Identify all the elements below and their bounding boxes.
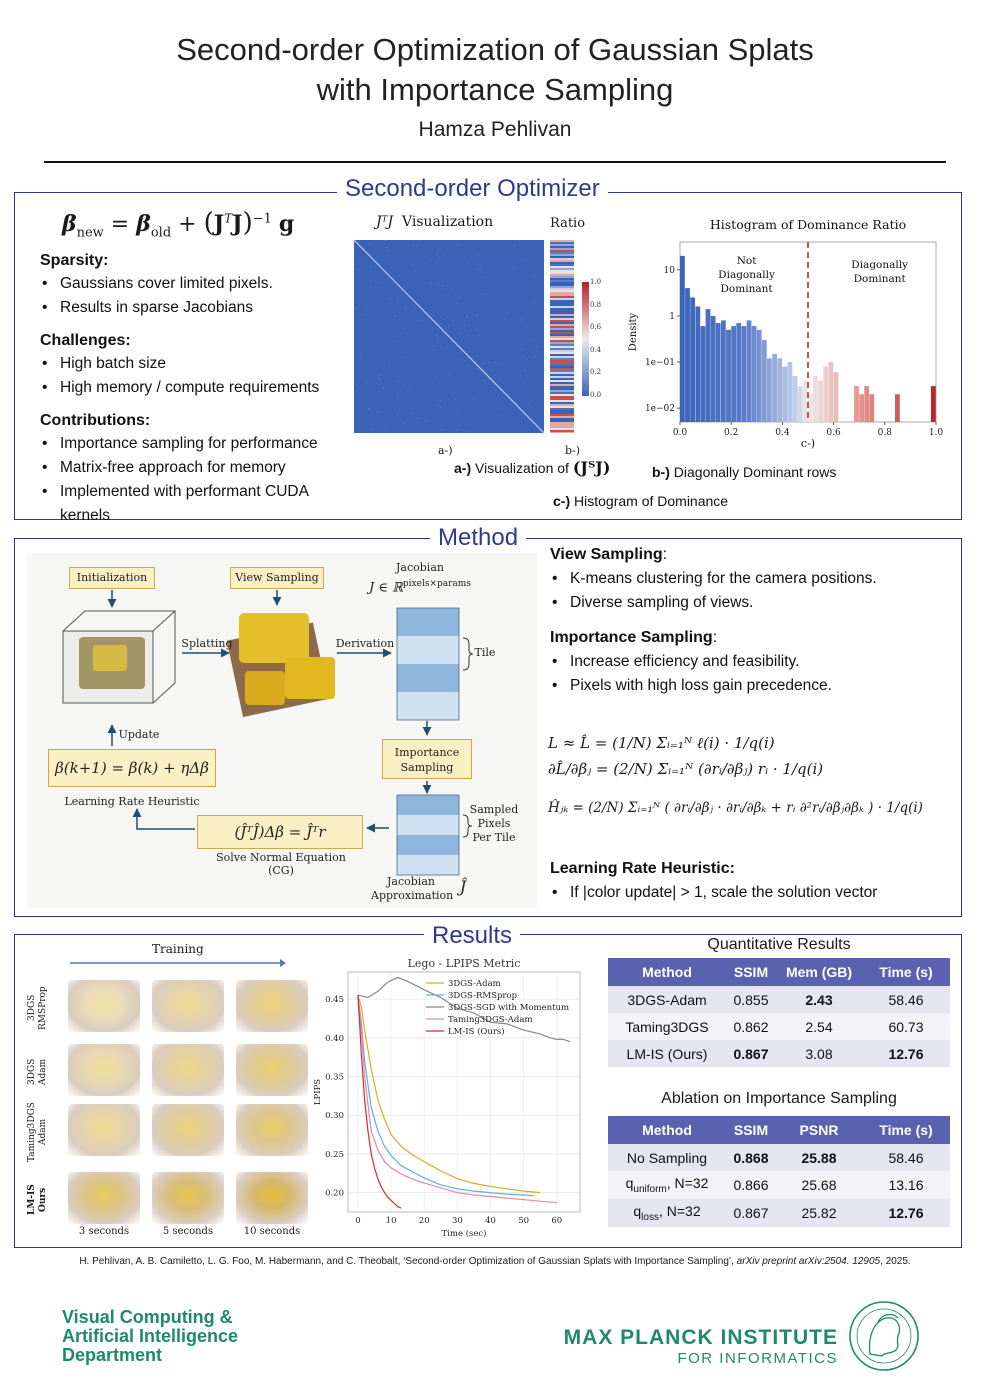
- histogram-bar: [895, 394, 900, 422]
- citation: H. Pehlivan, A. B. Camiletto, L. G. Foo, M. Habermann, and C. Theobalt, ‘Second-order Optimization of Gaussian Splats with Importance Sampling’, arXiv preprint arXiv:2504. 12905, 2025.: [79, 1256, 911, 1267]
- legend-label: LM-IS (Ours): [448, 1027, 505, 1037]
- jtj-matrix-image: [354, 240, 544, 433]
- table-cell: 0.866: [726, 1171, 776, 1199]
- table-row: [608, 1013, 950, 1040]
- table-row: [608, 1040, 950, 1067]
- method-flowchart: [27, 553, 537, 908]
- colorbar-tick: 0.2: [590, 368, 602, 377]
- method-section-title: Method: [430, 524, 526, 552]
- ablation-title: Ablation on Importance Sampling: [661, 1090, 897, 1107]
- list-item: • Results in sparse Jacobians: [40, 296, 360, 320]
- histogram-bar: [716, 323, 721, 422]
- row-label-line: 3DGS: [27, 1058, 37, 1086]
- table-cell: 0.855: [726, 986, 776, 1013]
- annotation-dominant: Diagonally: [851, 259, 909, 271]
- table-row: [608, 1171, 950, 1199]
- x-tick-label: 40: [485, 1216, 496, 1226]
- histogram-bar: [854, 386, 859, 422]
- histogram-bar: [818, 380, 823, 422]
- y-tick-label: 0.40: [325, 1033, 344, 1044]
- histogram-bar: [782, 367, 787, 423]
- training-thumbnail: [68, 1044, 140, 1096]
- histogram-bar: [767, 358, 772, 422]
- histogram-bar: [721, 320, 726, 422]
- quant-title: Quantitative Results: [707, 936, 851, 953]
- lr-heading: Learning Rate Heuristic:: [550, 860, 735, 877]
- list-item: • If |color update| > 1, scale the solution vector: [550, 881, 950, 905]
- table-cell: 58.46: [862, 1144, 950, 1171]
- histogram-bar: [752, 326, 757, 422]
- colorbar: [582, 282, 618, 398]
- update-label: Update: [118, 728, 160, 741]
- histogram-bar: [701, 326, 706, 422]
- training-thumbnail: [236, 1172, 308, 1224]
- ratio-label: Ratio: [550, 216, 586, 231]
- equation-loss: L ≈ L̂ = (1/N) Σᵢ₌₁ᴺ ℓ(i) · 1/q(i): [548, 734, 775, 752]
- annotation-not-dominant: Diagonally: [718, 269, 775, 281]
- histogram-bar: [829, 362, 834, 422]
- normal-equation-box: (ĴᵀĴ)Δβ = Ĵᵀr: [197, 815, 363, 849]
- training-thumbnail: [152, 1104, 224, 1156]
- histogram-bar: [869, 394, 874, 422]
- row-label-line: Adam: [38, 1118, 48, 1146]
- challenges-list: [40, 352, 360, 400]
- caption-c: c-) Histogram of Dominance: [553, 493, 729, 509]
- y-tick-label: 0.30: [325, 1111, 344, 1122]
- list-item: • Pixels with high loss gain precedence.: [550, 674, 950, 698]
- list-item: • Importance sampling for performance: [40, 432, 360, 456]
- header-divider: [44, 161, 946, 163]
- jacobian-approx-label: Jacobian Approximation: [371, 875, 454, 902]
- y-axis-label: Density: [628, 312, 639, 352]
- training-thumbnail: [236, 1044, 308, 1096]
- importance-sampling-box: Importance Sampling: [382, 739, 472, 779]
- x-tick-label: 60: [551, 1216, 563, 1226]
- table-header-row: [608, 958, 950, 986]
- x-tick-label: 50: [518, 1216, 530, 1226]
- subfig-c-label: c-): [800, 437, 816, 450]
- histogram-bar: [793, 376, 798, 422]
- jacobian-definition: J ∈ ℝ$^{pixels\times params}$: [369, 579, 471, 596]
- department-line: Visual Computing &: [62, 1307, 233, 1327]
- importance-sampling-heading: Importance Sampling:: [550, 629, 718, 646]
- x-tick-label: 0.6: [826, 428, 841, 438]
- annotation-not-dominant: Not: [736, 255, 757, 267]
- legend-label: 3DGS-Adam: [448, 979, 501, 989]
- mpi-subtitle: FOR INFORMATICS: [677, 1350, 838, 1367]
- histogram-bar: [798, 386, 803, 422]
- sampled-pixels-label: Sampled Pixels Per Tile: [469, 803, 519, 844]
- table-cell: $q_{uniform}$, N=32: [608, 1171, 726, 1199]
- view-sampling-list: [550, 567, 950, 615]
- row-label-line: LM-IS: [27, 1184, 37, 1216]
- lr-text: [550, 860, 950, 905]
- department-line: Department: [62, 1345, 163, 1365]
- row-label-line: 3DGS: [27, 994, 37, 1022]
- row-label: [12, 982, 64, 1034]
- view-sampling-heading: View Sampling:: [550, 546, 668, 563]
- row-label-line: Taming3DGS: [27, 1102, 37, 1162]
- dominance-histogram: [624, 214, 954, 454]
- row-label: [12, 1046, 64, 1098]
- histogram-bar: [823, 367, 828, 423]
- table-cell: 0.868: [726, 1144, 776, 1171]
- training-thumbnail: [152, 1172, 224, 1224]
- ratio-strip: [550, 240, 574, 433]
- histogram-bar: [695, 307, 700, 423]
- view-sampling-box: View Sampling: [230, 567, 324, 589]
- training-thumbnail: [68, 1172, 140, 1224]
- sparsity-heading: Sparsity:: [40, 252, 109, 269]
- list-item: • High batch size: [40, 352, 360, 376]
- results-section-title: Results: [424, 922, 520, 950]
- jacobian-label: Jacobian: [396, 561, 444, 574]
- training-thumbnail: [68, 980, 140, 1032]
- y-tick-label: 0.45: [325, 995, 344, 1006]
- table-cell: 25.68: [776, 1171, 862, 1199]
- splatting-label: Splatting: [181, 637, 233, 650]
- optimizer-section-title: Second-order Optimizer: [337, 175, 608, 203]
- table-cell: Taming3DGS: [608, 1013, 726, 1040]
- table-cell: 2.54: [776, 1013, 862, 1040]
- legend-label: 3DGS-SGD with Momentum: [448, 1003, 570, 1013]
- col-header: SSIM: [726, 1116, 776, 1144]
- histogram-bar: [736, 323, 741, 422]
- optimizer-text: [40, 252, 360, 528]
- histogram-bar: [706, 309, 711, 422]
- poster-title: [0, 30, 990, 110]
- histogram-bar: [762, 340, 767, 422]
- jhat-symbol: Ĵ: [459, 877, 467, 896]
- training-thumbnail: [236, 1104, 308, 1156]
- contributions-heading: Contributions:: [40, 412, 151, 429]
- lpips-title: Lego - LPIPS Metric: [407, 957, 521, 970]
- colorbar-tick: 0.8: [590, 300, 602, 309]
- method-text: [550, 546, 950, 698]
- list-item: • K-means clustering for the camera positions.: [550, 567, 950, 591]
- training-label: Training: [152, 942, 204, 956]
- mpi-wordmark: [540, 1326, 838, 1367]
- caption-a: a-) Visualization of (JᵀJ): [454, 458, 611, 477]
- y-tick-label: 10: [663, 265, 675, 276]
- histogram-title: Histogram of Dominance Ratio: [709, 217, 907, 232]
- training-arrow: [70, 958, 286, 968]
- department-name: [62, 1308, 238, 1365]
- histogram-bar: [726, 330, 731, 422]
- author-name: Hamza Pehlivan: [418, 118, 572, 141]
- table-cell: $q_{loss}$, N=32: [608, 1199, 726, 1227]
- x-tick-label: 1.0: [928, 428, 944, 438]
- title-line-1: Second-order Optimization of Gaussian Splats: [176, 32, 814, 67]
- table-cell: 25.88: [776, 1144, 862, 1171]
- table-cell: 60.73: [862, 1013, 950, 1040]
- subfig-b-label: b-): [565, 444, 581, 457]
- quant-table: [608, 958, 950, 1067]
- row-label: [12, 1174, 64, 1226]
- annotation-not-dominant: Dominant: [720, 283, 773, 295]
- table-cell: 13.16: [862, 1171, 950, 1199]
- column-label: 10 seconds: [243, 1226, 301, 1237]
- x-tick-label: 0.4: [775, 428, 790, 438]
- jtj-label: JᵀJ Visualization: [376, 214, 494, 230]
- list-item: • Matrix-free approach for memory: [40, 456, 360, 480]
- x-axis-label: Time (sec): [441, 1229, 487, 1239]
- y-tick-label: 1e−01: [644, 358, 675, 368]
- histogram-bar: [685, 288, 690, 422]
- table-row: [608, 986, 950, 1013]
- subfig-a-label: a-): [438, 444, 453, 457]
- x-tick-label: 10: [385, 1216, 397, 1226]
- x-tick-label: 0: [355, 1216, 361, 1226]
- annotation-dominant: Dominant: [853, 273, 906, 285]
- histogram-bar: [741, 326, 746, 422]
- colorbar-tick: 0.0: [590, 391, 602, 399]
- column-label: 5 seconds: [162, 1226, 214, 1237]
- y-tick-label: 0.25: [325, 1149, 344, 1160]
- list-item: • Diverse sampling of views.: [550, 591, 950, 615]
- row-label-line: Adam: [38, 1058, 48, 1086]
- lpips-chart: [306, 954, 586, 1246]
- col-header: PSNR: [776, 1116, 862, 1144]
- table-cell: 0.867: [726, 1040, 776, 1067]
- table-cell: LM-IS (Ours): [608, 1040, 726, 1067]
- table-cell: 25.82: [776, 1199, 862, 1227]
- histogram-bar: [747, 320, 752, 422]
- col-header: Mem (GB): [776, 958, 862, 986]
- minerva-logo-icon: [848, 1300, 920, 1372]
- column-label: 3 seconds: [78, 1226, 130, 1237]
- x-tick-label: 20: [418, 1216, 430, 1226]
- row-label-line: RMSProp: [38, 986, 48, 1030]
- list-item: • Increase efficiency and feasibility.: [550, 650, 950, 674]
- table-cell: 12.76: [862, 1199, 950, 1227]
- list-item: • Gaussians cover limited pixels.: [40, 272, 360, 296]
- x-tick-label: 0.2: [724, 428, 739, 438]
- table-row: [608, 1199, 950, 1227]
- lr-heuristic-label: Learning Rate Heuristic: [64, 795, 200, 808]
- y-tick-label: 1e−02: [644, 404, 675, 415]
- table-cell: 2.43: [776, 986, 862, 1013]
- col-header: Method: [608, 958, 726, 986]
- histogram-bar: [931, 386, 936, 422]
- histogram-bar: [788, 362, 793, 422]
- table-cell: 0.862: [726, 1013, 776, 1040]
- histogram-bar: [864, 386, 869, 422]
- legend-label: 3DGS-RMSprop: [448, 991, 518, 1001]
- title-line-2: with Importance Sampling: [316, 72, 674, 107]
- histogram-bar: [859, 394, 864, 422]
- table-cell: 3DGS-Adam: [608, 986, 726, 1013]
- histogram-bar: [711, 316, 716, 422]
- derivation-label: Derivation: [335, 637, 395, 650]
- training-thumbnail: [152, 1044, 224, 1096]
- ablation-table: [608, 1116, 950, 1227]
- importance-sampling-list: [550, 650, 950, 698]
- table-cell: 58.46: [862, 986, 950, 1013]
- training-thumbnail: [68, 1104, 140, 1156]
- col-header: Time (s): [862, 1116, 950, 1144]
- histogram-bar: [680, 256, 685, 422]
- sparsity-list: [40, 272, 360, 320]
- lr-list: [550, 881, 950, 905]
- table-header-row: [608, 1116, 950, 1144]
- colorbar-tick: 0.4: [590, 345, 602, 354]
- challenges-heading: Challenges:: [40, 332, 131, 349]
- caption-b: b-) Diagonally Dominant rows: [652, 464, 837, 480]
- histogram-bar: [834, 372, 839, 422]
- table-row: [608, 1144, 950, 1171]
- list-item: • High memory / compute requirements: [40, 376, 360, 400]
- colorbar-tick: 0.6: [590, 323, 602, 332]
- col-header: SSIM: [726, 958, 776, 986]
- x-tick-label: 30: [451, 1216, 463, 1226]
- table-cell: No Sampling: [608, 1144, 726, 1171]
- histogram-bar: [777, 358, 782, 422]
- histogram-bar: [731, 326, 736, 422]
- training-thumbnail: [236, 980, 308, 1032]
- equation-hessian: Ĥⱼₖ = (2/N) Σᵢ₌₁ᴺ ( ∂rᵢ/∂βⱼ · ∂rᵢ/∂βₖ + rᵢ ∂²rᵢ/∂βⱼ∂βₖ ) · 1/q(i): [548, 800, 923, 816]
- y-axis-label: LPIPS: [313, 1078, 323, 1106]
- histogram-bar: [803, 380, 808, 422]
- table-cell: 3.08: [776, 1040, 862, 1067]
- row-label: [12, 1102, 64, 1162]
- colorbar-tick: 1.0: [590, 278, 602, 286]
- histogram-bar: [690, 298, 695, 423]
- update-rule-box: β(k+1) = β(k) + ηΔβ: [48, 749, 216, 787]
- contributions-list: [40, 432, 360, 528]
- y-tick-label: 0.20: [325, 1188, 344, 1199]
- row-label-line: Ours: [38, 1187, 48, 1213]
- equation-gradient: ∂L̂/∂βⱼ = (2/N) Σᵢ₌₁ᴺ (∂rᵢ/∂βⱼ) rᵢ · 1/q(i): [548, 760, 824, 778]
- mpi-name: MAX PLANCK INSTITUTE: [563, 1326, 838, 1349]
- update-equation: $\beta_{new} = \beta_{old} + (J^TJ)^{-1}$ g: [62, 208, 295, 241]
- solve-cg-label: Solve Normal Equation (CG): [216, 851, 346, 877]
- y-tick-label: 0.35: [325, 1072, 344, 1083]
- x-tick-label: 0.0: [672, 428, 688, 438]
- col-header: Time (s): [862, 958, 950, 986]
- y-tick-label: 1: [669, 311, 675, 322]
- list-item: • Implemented with performant CUDA kernels: [40, 480, 360, 528]
- histogram-bar: [757, 330, 762, 422]
- legend-label: Taming3DGS-Adam: [448, 1015, 533, 1025]
- table-cell: 0.867: [726, 1199, 776, 1227]
- histogram-bar: [772, 354, 777, 422]
- department-line: Artificial Intelligence: [62, 1326, 239, 1346]
- training-thumbnail: [152, 980, 224, 1032]
- x-tick-label: 0.8: [877, 428, 892, 438]
- col-header: Method: [608, 1116, 726, 1144]
- initialization-box: Initialization: [69, 567, 155, 589]
- tile-label: Tile: [474, 646, 496, 659]
- table-cell: 12.76: [862, 1040, 950, 1067]
- histogram-bar: [813, 376, 818, 422]
